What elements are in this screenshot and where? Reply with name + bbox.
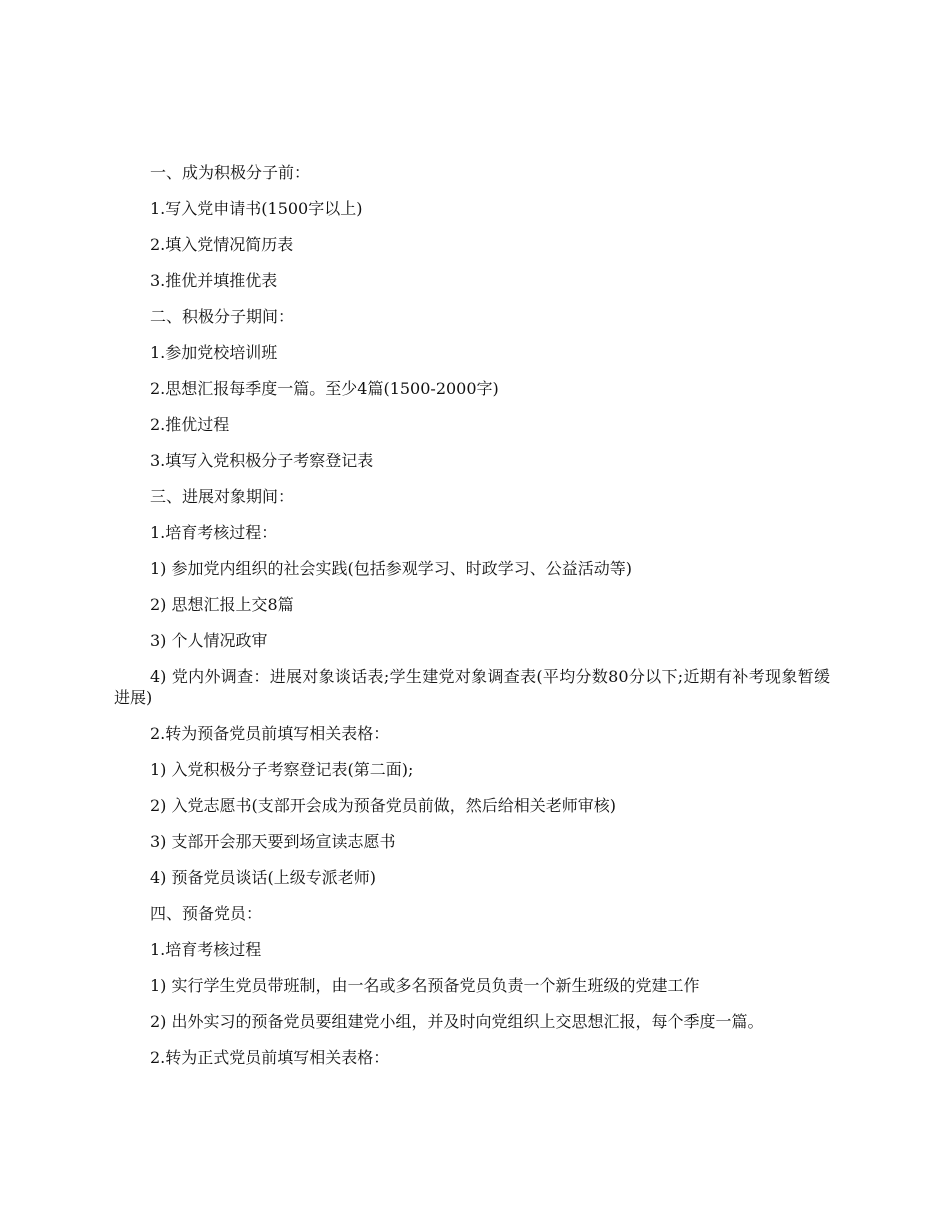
list-item: 2.转为预备党员前填写相关表格： [150, 724, 390, 743]
sub-list-item: 3) 支部开会那天要到场宣读志愿书 [150, 832, 396, 851]
sub-list-item: 2) 出外实习的预备党员要组建党小组，并及时向党组织上交思想汇报，每个季度一篇。 [150, 1012, 764, 1031]
section-heading-1: 一、成为积极分子前： [150, 163, 311, 182]
sub-list-item: 3) 个人情况政审 [150, 631, 268, 650]
sub-list-item: 4) 党内外调查：进展对象谈话表;学生建党对象调查表(平均分数80分以下;近期有补考现象暂缓进展) [114, 667, 830, 707]
section-heading-3: 三、进展对象期间： [150, 487, 295, 506]
sub-list-item: 1) 参加党内组织的社会实践(包括参观学习、时政学习、公益活动等) [150, 559, 632, 578]
list-item: 2.推优过程 [150, 415, 230, 434]
sub-list-item: 2) 入党志愿书(支部开会成为预备党员前做，然后给相关老师审核) [150, 796, 616, 815]
sub-list-item: 1) 入党积极分子考察登记表(第二面); [150, 760, 414, 779]
list-item: 1.培育考核过程 [150, 940, 262, 959]
list-item: 3.推优并填推优表 [150, 271, 278, 290]
list-item: 1.参加党校培训班 [150, 343, 278, 362]
list-item: 2.填入党情况简历表 [150, 235, 294, 254]
sub-list-item: 2) 思想汇报上交8篇 [150, 595, 294, 614]
list-item: 1.培育考核过程： [150, 523, 278, 542]
list-item: 3.填写入党积极分子考察登记表 [150, 451, 374, 470]
document-body [114, 162, 830, 1083]
section-heading-4: 四、预备党员： [150, 904, 263, 923]
sub-list-item: 4) 预备党员谈话(上级专派老师) [150, 868, 376, 887]
sub-list-item: 1) 实行学生党员带班制，由一名或多名预备党员负责一个新生班级的党建工作 [150, 976, 700, 995]
list-item: 2.转为正式党员前填写相关表格： [150, 1048, 390, 1067]
list-item: 2.思想汇报每季度一篇。至少4篇(1500-2000字) [150, 379, 499, 398]
section-heading-2: 二、积极分子期间： [150, 307, 295, 326]
list-item: 1.写入党申请书(1500字以上) [150, 199, 363, 218]
